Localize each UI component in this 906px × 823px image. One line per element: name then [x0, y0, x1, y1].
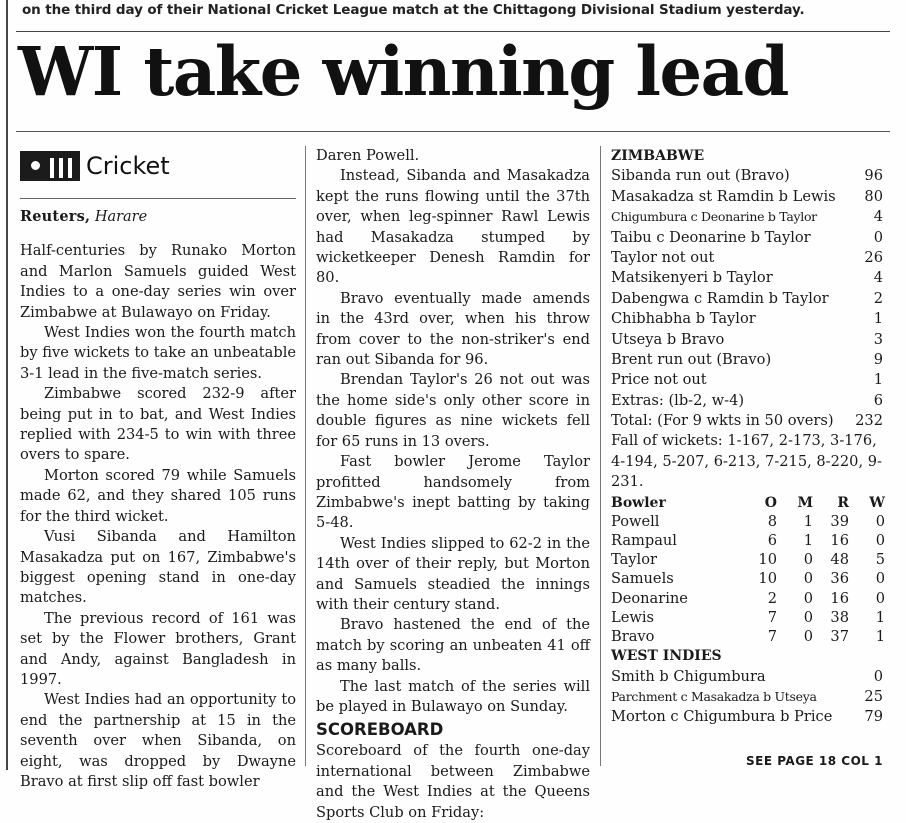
bowler-name: Bravo [611, 628, 655, 646]
bowler-overs: 7 [767, 608, 777, 626]
bowler-runs: 16 [830, 589, 849, 607]
bowler-overs: 10 [758, 570, 777, 588]
batting-row [611, 207, 887, 227]
paragraph: Zimbabwe scored 232-9 after being put in to bat, and West Indies replied with 234-5 to win with three overs to spare. [20, 385, 296, 464]
bowling-header-maidens: M [797, 494, 813, 511]
cricket-ball-stumps-icon [20, 151, 80, 181]
paragraph: Vusi Sibanda and Hamilton Masakadza put on 167, Zimbabwe's biggest opening stand in one-day matches. [20, 528, 296, 607]
batting-row [611, 268, 887, 288]
batting-row [611, 248, 887, 268]
batting-runs: 25 [864, 688, 883, 705]
bowler-runs: 36 [830, 570, 849, 588]
bowler-runs: 38 [830, 608, 849, 626]
bowler-wickets: 0 [875, 589, 885, 607]
batting-row [611, 707, 887, 727]
batting-row [611, 309, 887, 329]
bowler-name: Samuels [611, 570, 674, 588]
batting-row [611, 350, 887, 370]
jump-line: SEE PAGE 18 COL 1 [746, 754, 883, 768]
paragraph: Half-centuries by Runako Morton and Marlon Samuels guided West Indies to a one-day series win over Zimbabwe at Bulawayo on Friday. [20, 242, 296, 321]
bowler-maidens: 0 [803, 628, 813, 646]
scoreboard-column [611, 146, 887, 728]
batting-dismissal: Taylor not out [611, 248, 715, 266]
batting-dismissal: Utseya b Bravo [611, 330, 725, 348]
batting-runs: 0 [873, 228, 883, 246]
batting-row [611, 187, 887, 207]
byline-agency: Reuters, [20, 208, 91, 225]
batting-runs: 232 [855, 412, 883, 430]
scoreboard-intro: Scoreboard of the fourth one-day international between Zimbabwe and the West Indies at the Queens Sports Club on Friday: [316, 742, 590, 821]
batting-runs: 6 [873, 391, 883, 409]
batting-row [611, 411, 887, 431]
batting-row [611, 667, 887, 687]
bowler-maidens: 0 [803, 589, 813, 607]
bowling-row [611, 608, 887, 627]
bowler-name: Taylor [611, 551, 657, 569]
batting-dismissal: Dabengwa c Ramdin b Taylor [611, 289, 829, 307]
batting-runs: 1 [873, 310, 883, 328]
bowler-name: Powell [611, 512, 660, 530]
batting-dismissal: Brent run out (Bravo) [611, 350, 772, 368]
bowler-name: Lewis [611, 608, 654, 626]
bowler-wickets: 0 [875, 570, 885, 588]
batting-row [611, 289, 887, 309]
bowling-figures [611, 512, 887, 646]
paragraph: Brendan Taylor's 26 not out was the home side's only other score in double figures as nine wickets fell for 65 runs in 13 overs. [316, 371, 590, 450]
fall-of-wickets: Fall of wickets: 1-167, 2-173, 3-176, 4-194, 5-207, 6-213, 7-215, 8-220, 9-231. [611, 432, 882, 491]
article-column-2 [316, 146, 590, 823]
paragraph: The last match of the series will be played in Bulawayo on Sunday. [316, 677, 590, 715]
bowler-wickets: 5 [875, 551, 885, 569]
batting-dismissal: Chigumbura c Deonarine b Taylor [611, 209, 817, 225]
paragraph: The previous record of 161 was set by the Flower brothers, Grant and Andy, against Bangladesh in 1997. [20, 609, 296, 688]
column-divider [305, 146, 306, 766]
bowler-runs: 39 [830, 512, 849, 530]
batting-runs: 2 [873, 289, 883, 307]
bowler-runs: 48 [830, 551, 849, 569]
paragraph: Morton scored 79 while Samuels made 62, and they shared 105 runs for the third wicket. [20, 466, 296, 525]
batting-row [611, 330, 887, 350]
batting-dismissal: Morton c Chigumbura b Price [611, 708, 833, 726]
section-logo [20, 146, 296, 186]
bowler-maidens: 1 [803, 532, 813, 550]
paragraph: Bravo hastened the end of the match by scoring an unbeaten 41 off as many balls. [316, 616, 590, 675]
batting-dismissal: Price not out [611, 371, 707, 389]
batting-dismissal: Smith b Chigumbura [611, 667, 766, 685]
bowler-name: Deonarine [611, 589, 688, 607]
bowler-overs: 8 [767, 512, 777, 530]
bowler-overs: 10 [758, 551, 777, 569]
zimbabwe-batting-list [611, 166, 887, 431]
photo-caption: on the third day of their National Cricket League match at the Chittagong Divisional Stadium yesterday. [22, 2, 805, 18]
team-label-west-indies: WEST INDIES [611, 648, 722, 665]
bowling-header-overs: O [764, 494, 777, 511]
west-indies-batting-list [611, 667, 887, 728]
batting-runs: 79 [864, 708, 883, 726]
bowler-overs: 6 [767, 532, 777, 550]
batting-runs: 26 [864, 248, 883, 266]
batting-dismissal: Extras: (lb-2, w-4) [611, 391, 745, 409]
scoreboard-heading: SCOREBOARD [316, 720, 444, 740]
bowler-maidens: 1 [803, 512, 813, 530]
byline-place: Harare [94, 209, 148, 225]
section-label: Cricket [86, 151, 170, 180]
paragraph: Bravo eventually made amends in the 43rd over, when his throw from cover to the non-striker's end ran out Sibanda for 96. [316, 289, 590, 369]
paragraph: Daren Powell. [316, 147, 420, 164]
bowler-wickets: 1 [875, 608, 885, 626]
bowling-row [611, 589, 887, 608]
paragraph: West Indies won the fourth match by five wickets to take an unbeatable 3-1 lead in the five-match series. [20, 324, 296, 382]
batting-runs: 80 [864, 187, 883, 205]
batting-dismissal: Chibhabha b Taylor [611, 310, 756, 328]
bowling-header [611, 493, 887, 512]
byline [20, 207, 296, 227]
batting-runs: 0 [873, 667, 883, 685]
bowler-wickets: 1 [875, 628, 885, 646]
page-edge-rule [6, 0, 8, 770]
bowler-runs: 16 [830, 532, 849, 550]
team-label-zimbabwe: ZIMBABWE [611, 148, 705, 164]
batting-row [611, 391, 887, 411]
bowling-header-wickets: W [869, 494, 885, 511]
bowler-runs: 37 [830, 628, 849, 646]
batting-runs: 3 [873, 330, 883, 348]
bowler-name: Rampaul [611, 532, 677, 550]
batting-runs: 1 [873, 371, 883, 389]
batting-row [611, 228, 887, 248]
batting-dismissal: Masakadza st Ramdin b Lewis [611, 187, 836, 205]
bowler-wickets: 0 [875, 532, 885, 550]
bowler-overs: 7 [767, 628, 777, 646]
bowling-row [611, 531, 887, 550]
batting-dismissal: Parchment c Masakadza b Utseya [611, 689, 817, 704]
bowler-wickets: 0 [875, 512, 885, 530]
batting-runs: 4 [873, 269, 883, 287]
headline-rule [16, 131, 890, 132]
bowler-overs: 2 [767, 589, 777, 607]
paragraph: West Indies had an opportunity to end the partnership at 15 in the seventh over when Sibanda, on eight, was dropped by Dwayne Bravo at first slip off fast bowler [20, 691, 296, 790]
article-column-1 [20, 146, 296, 792]
bowling-header-bowler: Bowler [611, 494, 666, 511]
batting-dismissal: Taibu c Deonarine b Taylor [611, 228, 811, 246]
bowling-row [611, 569, 887, 588]
bowler-maidens: 0 [803, 551, 813, 569]
batting-row [611, 687, 887, 707]
bowling-header-runs: R [837, 494, 849, 511]
bowling-row [611, 550, 887, 569]
bowler-maidens: 0 [803, 608, 813, 626]
column-divider [600, 146, 601, 766]
bowling-row [611, 512, 887, 531]
bowler-maidens: 0 [803, 570, 813, 588]
paragraph: West Indies slipped to 62-2 in the 14th over of their reply, but Morton and Samuels steadied the innings with their century stand. [316, 534, 590, 613]
batting-dismissal: Matsikenyeri b Taylor [611, 269, 773, 287]
batting-dismissal: Total: (For 9 wkts in 50 overs) [611, 412, 834, 430]
headline: WI take winning lead [18, 32, 788, 111]
section-rule [20, 198, 296, 199]
batting-runs: 96 [864, 167, 883, 185]
batting-dismissal: Sibanda run out (Bravo) [611, 167, 790, 185]
batting-row [611, 370, 887, 390]
batting-row [611, 166, 887, 186]
batting-runs: 9 [873, 350, 883, 368]
paragraph: Instead, Sibanda and Masakadza kept the runs flowing until the 37th over, when leg-spinner Rawl Lewis had Masakadza stumped by wicketkeeper Denesh Ramdin for 80. [316, 167, 590, 287]
batting-runs: 4 [873, 208, 883, 226]
paragraph: Fast bowler Jerome Taylor profitted handsomely from Zimbabwe's inept batting by taking 5-48. [316, 453, 590, 532]
bowling-row [611, 627, 887, 646]
